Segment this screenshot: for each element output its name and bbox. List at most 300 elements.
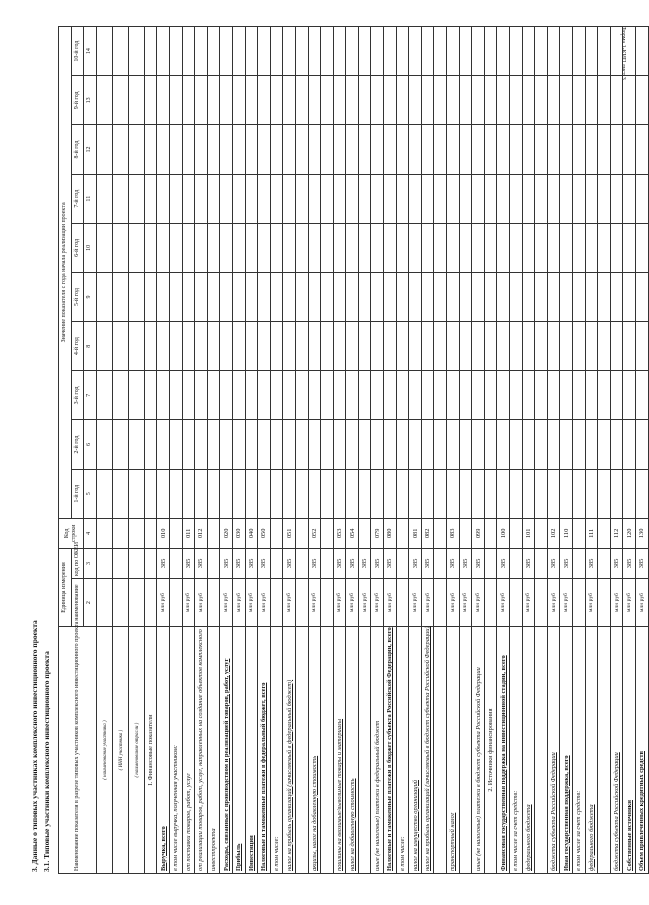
value-cell[interactable] <box>547 272 560 321</box>
value-cell[interactable] <box>270 174 283 223</box>
value-cell[interactable] <box>547 469 560 518</box>
value-cell[interactable] <box>560 27 573 76</box>
value-cell[interactable] <box>560 469 573 518</box>
value-cell[interactable] <box>572 174 585 223</box>
value-cell[interactable] <box>472 371 485 420</box>
value-cell[interactable] <box>396 223 409 272</box>
value-cell[interactable] <box>195 76 208 125</box>
value-cell[interactable] <box>497 125 510 174</box>
value-cell[interactable] <box>610 322 623 371</box>
value-cell[interactable] <box>396 322 409 371</box>
value-cell[interactable] <box>447 322 460 371</box>
value-cell[interactable] <box>585 174 598 223</box>
value-cell[interactable] <box>333 174 346 223</box>
value-cell[interactable] <box>497 174 510 223</box>
value-cell[interactable] <box>447 272 460 321</box>
value-cell[interactable] <box>635 174 648 223</box>
value-cell[interactable] <box>585 322 598 371</box>
value-cell[interactable] <box>283 371 296 420</box>
value-cell[interactable] <box>346 125 359 174</box>
value-cell[interactable] <box>434 469 447 518</box>
value-cell[interactable] <box>182 371 195 420</box>
value-cell[interactable] <box>396 371 409 420</box>
value-cell[interactable] <box>182 125 195 174</box>
value-cell[interactable] <box>610 27 623 76</box>
value-cell[interactable] <box>195 125 208 174</box>
value-cell[interactable] <box>220 125 233 174</box>
value-cell[interactable] <box>346 322 359 371</box>
value-cell[interactable] <box>409 125 422 174</box>
value-cell[interactable] <box>182 174 195 223</box>
value-cell[interactable] <box>396 469 409 518</box>
value-cell[interactable] <box>547 125 560 174</box>
value-cell[interactable] <box>258 272 271 321</box>
value-cell[interactable] <box>358 76 371 125</box>
value-cell[interactable] <box>585 469 598 518</box>
value-cell[interactable] <box>169 76 182 125</box>
value-cell[interactable] <box>635 125 648 174</box>
value-cell[interactable] <box>182 76 195 125</box>
value-cell[interactable] <box>572 223 585 272</box>
value-cell[interactable] <box>396 125 409 174</box>
value-cell[interactable] <box>560 174 573 223</box>
value-cell[interactable] <box>358 223 371 272</box>
value-cell[interactable] <box>459 76 472 125</box>
value-cell[interactable] <box>384 174 397 223</box>
value-cell[interactable] <box>346 272 359 321</box>
value-cell[interactable] <box>195 223 208 272</box>
value-cell[interactable] <box>258 27 271 76</box>
value-cell[interactable] <box>598 469 611 518</box>
value-cell[interactable] <box>623 272 636 321</box>
value-cell[interactable] <box>220 322 233 371</box>
value-cell[interactable] <box>321 174 334 223</box>
value-cell[interactable] <box>232 322 245 371</box>
value-cell[interactable] <box>421 272 434 321</box>
value-cell[interactable] <box>459 223 472 272</box>
value-cell[interactable] <box>157 76 170 125</box>
value-cell[interactable] <box>497 469 510 518</box>
value-cell[interactable] <box>157 371 170 420</box>
value-cell[interactable] <box>384 125 397 174</box>
value-cell[interactable] <box>572 371 585 420</box>
value-cell[interactable] <box>195 272 208 321</box>
value-cell[interactable] <box>510 469 523 518</box>
value-cell[interactable] <box>169 371 182 420</box>
value-cell[interactable] <box>232 272 245 321</box>
value-cell[interactable] <box>295 420 308 469</box>
value-cell[interactable] <box>371 27 384 76</box>
value-cell[interactable] <box>610 272 623 321</box>
value-cell[interactable] <box>371 125 384 174</box>
value-cell[interactable] <box>434 223 447 272</box>
value-cell[interactable] <box>270 76 283 125</box>
value-cell[interactable] <box>283 223 296 272</box>
value-cell[interactable] <box>598 322 611 371</box>
value-cell[interactable] <box>522 174 535 223</box>
value-cell[interactable] <box>585 223 598 272</box>
value-cell[interactable] <box>510 223 523 272</box>
value-cell[interactable] <box>547 174 560 223</box>
value-cell[interactable] <box>434 371 447 420</box>
value-cell[interactable] <box>434 76 447 125</box>
value-cell[interactable] <box>547 420 560 469</box>
value-cell[interactable] <box>447 76 460 125</box>
value-cell[interactable] <box>245 469 258 518</box>
value-cell[interactable] <box>598 223 611 272</box>
value-cell[interactable] <box>333 272 346 321</box>
value-cell[interactable] <box>270 125 283 174</box>
value-cell[interactable] <box>346 469 359 518</box>
value-cell[interactable] <box>421 125 434 174</box>
value-cell[interactable] <box>245 371 258 420</box>
value-cell[interactable] <box>321 469 334 518</box>
value-cell[interactable] <box>384 76 397 125</box>
value-cell[interactable] <box>421 223 434 272</box>
value-cell[interactable] <box>157 420 170 469</box>
value-cell[interactable] <box>295 76 308 125</box>
value-cell[interactable] <box>623 322 636 371</box>
value-cell[interactable] <box>333 76 346 125</box>
value-cell[interactable] <box>560 76 573 125</box>
value-cell[interactable] <box>572 420 585 469</box>
value-cell[interactable] <box>421 322 434 371</box>
value-cell[interactable] <box>169 322 182 371</box>
value-cell[interactable] <box>245 420 258 469</box>
value-cell[interactable] <box>169 125 182 174</box>
value-cell[interactable] <box>333 125 346 174</box>
value-cell[interactable] <box>321 420 334 469</box>
value-cell[interactable] <box>572 125 585 174</box>
value-cell[interactable] <box>169 27 182 76</box>
value-cell[interactable] <box>409 223 422 272</box>
value-cell[interactable] <box>245 27 258 76</box>
value-cell[interactable] <box>447 420 460 469</box>
value-cell[interactable] <box>308 371 321 420</box>
value-cell[interactable] <box>610 174 623 223</box>
value-cell[interactable] <box>346 174 359 223</box>
value-cell[interactable] <box>598 371 611 420</box>
value-cell[interactable] <box>232 420 245 469</box>
value-cell[interactable] <box>295 223 308 272</box>
value-cell[interactable] <box>409 272 422 321</box>
value-cell[interactable] <box>560 420 573 469</box>
value-cell[interactable] <box>346 27 359 76</box>
value-cell[interactable] <box>333 223 346 272</box>
value-cell[interactable] <box>560 223 573 272</box>
value-cell[interactable] <box>195 174 208 223</box>
value-cell[interactable] <box>157 125 170 174</box>
value-cell[interactable] <box>535 371 548 420</box>
value-cell[interactable] <box>358 272 371 321</box>
value-cell[interactable] <box>182 223 195 272</box>
value-cell[interactable] <box>258 174 271 223</box>
value-cell[interactable] <box>497 27 510 76</box>
value-cell[interactable] <box>220 76 233 125</box>
value-cell[interactable] <box>346 223 359 272</box>
value-cell[interactable] <box>258 223 271 272</box>
value-cell[interactable] <box>447 223 460 272</box>
value-cell[interactable] <box>522 371 535 420</box>
value-cell[interactable] <box>157 469 170 518</box>
value-cell[interactable] <box>409 322 422 371</box>
value-cell[interactable] <box>585 371 598 420</box>
value-cell[interactable] <box>510 76 523 125</box>
value-cell[interactable] <box>572 272 585 321</box>
value-cell[interactable] <box>560 272 573 321</box>
value-cell[interactable] <box>207 27 220 76</box>
value-cell[interactable] <box>321 371 334 420</box>
value-cell[interactable] <box>157 174 170 223</box>
value-cell[interactable] <box>258 125 271 174</box>
value-cell[interactable] <box>547 371 560 420</box>
value-cell[interactable] <box>245 125 258 174</box>
value-cell[interactable] <box>510 420 523 469</box>
value-cell[interactable] <box>547 76 560 125</box>
value-cell[interactable] <box>371 76 384 125</box>
participant-industry-field[interactable]: ( наименование отрасли ) <box>128 627 144 874</box>
value-cell[interactable] <box>182 27 195 76</box>
value-cell[interactable] <box>321 76 334 125</box>
value-cell[interactable] <box>522 420 535 469</box>
value-cell[interactable] <box>434 125 447 174</box>
value-cell[interactable] <box>396 420 409 469</box>
value-cell[interactable] <box>472 27 485 76</box>
value-cell[interactable] <box>182 272 195 321</box>
value-cell[interactable] <box>270 223 283 272</box>
value-cell[interactable] <box>472 469 485 518</box>
value-cell[interactable] <box>321 223 334 272</box>
value-cell[interactable] <box>547 27 560 76</box>
value-cell[interactable] <box>371 469 384 518</box>
value-cell[interactable] <box>232 223 245 272</box>
value-cell[interactable] <box>346 371 359 420</box>
value-cell[interactable] <box>358 322 371 371</box>
value-cell[interactable] <box>207 174 220 223</box>
value-cell[interactable] <box>371 371 384 420</box>
value-cell[interactable] <box>207 371 220 420</box>
value-cell[interactable] <box>522 469 535 518</box>
value-cell[interactable] <box>623 125 636 174</box>
value-cell[interactable] <box>447 469 460 518</box>
value-cell[interactable] <box>472 322 485 371</box>
value-cell[interactable] <box>497 76 510 125</box>
value-cell[interactable] <box>497 371 510 420</box>
value-cell[interactable] <box>232 469 245 518</box>
value-cell[interactable] <box>510 27 523 76</box>
value-cell[interactable] <box>522 223 535 272</box>
value-cell[interactable] <box>169 469 182 518</box>
value-cell[interactable] <box>535 125 548 174</box>
value-cell[interactable] <box>308 27 321 76</box>
value-cell[interactable] <box>245 174 258 223</box>
value-cell[interactable] <box>585 125 598 174</box>
value-cell[interactable] <box>346 420 359 469</box>
value-cell[interactable] <box>396 27 409 76</box>
value-cell[interactable] <box>207 420 220 469</box>
value-cell[interactable] <box>384 223 397 272</box>
value-cell[interactable] <box>182 420 195 469</box>
value-cell[interactable] <box>535 223 548 272</box>
value-cell[interactable] <box>585 27 598 76</box>
value-cell[interactable] <box>384 27 397 76</box>
value-cell[interactable] <box>371 223 384 272</box>
value-cell[interactable] <box>459 174 472 223</box>
value-cell[interactable] <box>447 174 460 223</box>
value-cell[interactable] <box>157 322 170 371</box>
value-cell[interactable] <box>346 76 359 125</box>
value-cell[interactable] <box>635 27 648 76</box>
value-cell[interactable] <box>598 76 611 125</box>
value-cell[interactable] <box>258 76 271 125</box>
value-cell[interactable] <box>560 371 573 420</box>
value-cell[interactable] <box>283 272 296 321</box>
value-cell[interactable] <box>258 322 271 371</box>
value-cell[interactable] <box>623 223 636 272</box>
value-cell[interactable] <box>598 420 611 469</box>
value-cell[interactable] <box>497 420 510 469</box>
value-cell[interactable] <box>572 76 585 125</box>
value-cell[interactable] <box>283 322 296 371</box>
value-cell[interactable] <box>459 371 472 420</box>
value-cell[interactable] <box>409 371 422 420</box>
value-cell[interactable] <box>182 322 195 371</box>
value-cell[interactable] <box>598 27 611 76</box>
value-cell[interactable] <box>207 272 220 321</box>
value-cell[interactable] <box>232 27 245 76</box>
value-cell[interactable] <box>207 322 220 371</box>
value-cell[interactable] <box>258 420 271 469</box>
value-cell[interactable] <box>232 174 245 223</box>
value-cell[interactable] <box>384 322 397 371</box>
value-cell[interactable] <box>169 272 182 321</box>
value-cell[interactable] <box>447 125 460 174</box>
value-cell[interactable] <box>308 76 321 125</box>
value-cell[interactable] <box>321 125 334 174</box>
value-cell[interactable] <box>447 27 460 76</box>
value-cell[interactable] <box>572 27 585 76</box>
value-cell[interactable] <box>421 174 434 223</box>
value-cell[interactable] <box>459 125 472 174</box>
value-cell[interactable] <box>459 27 472 76</box>
value-cell[interactable] <box>635 322 648 371</box>
value-cell[interactable] <box>358 469 371 518</box>
value-cell[interactable] <box>169 174 182 223</box>
value-cell[interactable] <box>535 174 548 223</box>
value-cell[interactable] <box>396 272 409 321</box>
value-cell[interactable] <box>535 272 548 321</box>
value-cell[interactable] <box>598 174 611 223</box>
value-cell[interactable] <box>333 469 346 518</box>
value-cell[interactable] <box>333 322 346 371</box>
value-cell[interactable] <box>560 322 573 371</box>
value-cell[interactable] <box>623 174 636 223</box>
value-cell[interactable] <box>459 420 472 469</box>
value-cell[interactable] <box>610 420 623 469</box>
value-cell[interactable] <box>434 174 447 223</box>
participant-name-field[interactable]: ( наименование участника ) <box>96 627 112 874</box>
value-cell[interactable] <box>510 125 523 174</box>
value-cell[interactable] <box>522 27 535 76</box>
value-cell[interactable] <box>510 272 523 321</box>
value-cell[interactable] <box>220 469 233 518</box>
value-cell[interactable] <box>232 371 245 420</box>
participant-inn-field[interactable]: ( ИНН участника ) <box>112 627 128 874</box>
value-cell[interactable] <box>635 371 648 420</box>
value-cell[interactable] <box>522 322 535 371</box>
value-cell[interactable] <box>472 125 485 174</box>
value-cell[interactable] <box>610 223 623 272</box>
value-cell[interactable] <box>358 27 371 76</box>
value-cell[interactable] <box>421 27 434 76</box>
value-cell[interactable] <box>295 125 308 174</box>
value-cell[interactable] <box>295 469 308 518</box>
value-cell[interactable] <box>270 371 283 420</box>
value-cell[interactable] <box>610 76 623 125</box>
value-cell[interactable] <box>459 322 472 371</box>
value-cell[interactable] <box>409 469 422 518</box>
value-cell[interactable] <box>522 272 535 321</box>
value-cell[interactable] <box>421 420 434 469</box>
value-cell[interactable] <box>522 125 535 174</box>
value-cell[interactable] <box>295 174 308 223</box>
value-cell[interactable] <box>195 469 208 518</box>
value-cell[interactable] <box>283 125 296 174</box>
value-cell[interactable] <box>635 469 648 518</box>
value-cell[interactable] <box>459 469 472 518</box>
value-cell[interactable] <box>409 174 422 223</box>
value-cell[interactable] <box>333 27 346 76</box>
value-cell[interactable] <box>421 371 434 420</box>
value-cell[interactable] <box>245 76 258 125</box>
value-cell[interactable] <box>396 174 409 223</box>
value-cell[interactable] <box>207 76 220 125</box>
value-cell[interactable] <box>333 420 346 469</box>
value-cell[interactable] <box>295 322 308 371</box>
value-cell[interactable] <box>283 27 296 76</box>
value-cell[interactable] <box>321 322 334 371</box>
value-cell[interactable] <box>195 322 208 371</box>
value-cell[interactable] <box>510 174 523 223</box>
value-cell[interactable] <box>409 27 422 76</box>
value-cell[interactable] <box>157 223 170 272</box>
value-cell[interactable] <box>421 469 434 518</box>
value-cell[interactable] <box>245 322 258 371</box>
value-cell[interactable] <box>510 322 523 371</box>
value-cell[interactable] <box>258 469 271 518</box>
value-cell[interactable] <box>447 371 460 420</box>
value-cell[interactable] <box>522 76 535 125</box>
value-cell[interactable] <box>572 322 585 371</box>
value-cell[interactable] <box>220 272 233 321</box>
value-cell[interactable] <box>220 371 233 420</box>
value-cell[interactable] <box>258 371 271 420</box>
value-cell[interactable] <box>409 420 422 469</box>
value-cell[interactable] <box>283 174 296 223</box>
value-cell[interactable] <box>384 272 397 321</box>
value-cell[interactable] <box>434 322 447 371</box>
value-cell[interactable] <box>635 272 648 321</box>
value-cell[interactable] <box>535 76 548 125</box>
value-cell[interactable] <box>384 420 397 469</box>
value-cell[interactable] <box>333 371 346 420</box>
value-cell[interactable] <box>472 272 485 321</box>
value-cell[interactable] <box>635 223 648 272</box>
value-cell[interactable] <box>635 76 648 125</box>
value-cell[interactable] <box>283 469 296 518</box>
value-cell[interactable] <box>384 371 397 420</box>
value-cell[interactable] <box>182 469 195 518</box>
